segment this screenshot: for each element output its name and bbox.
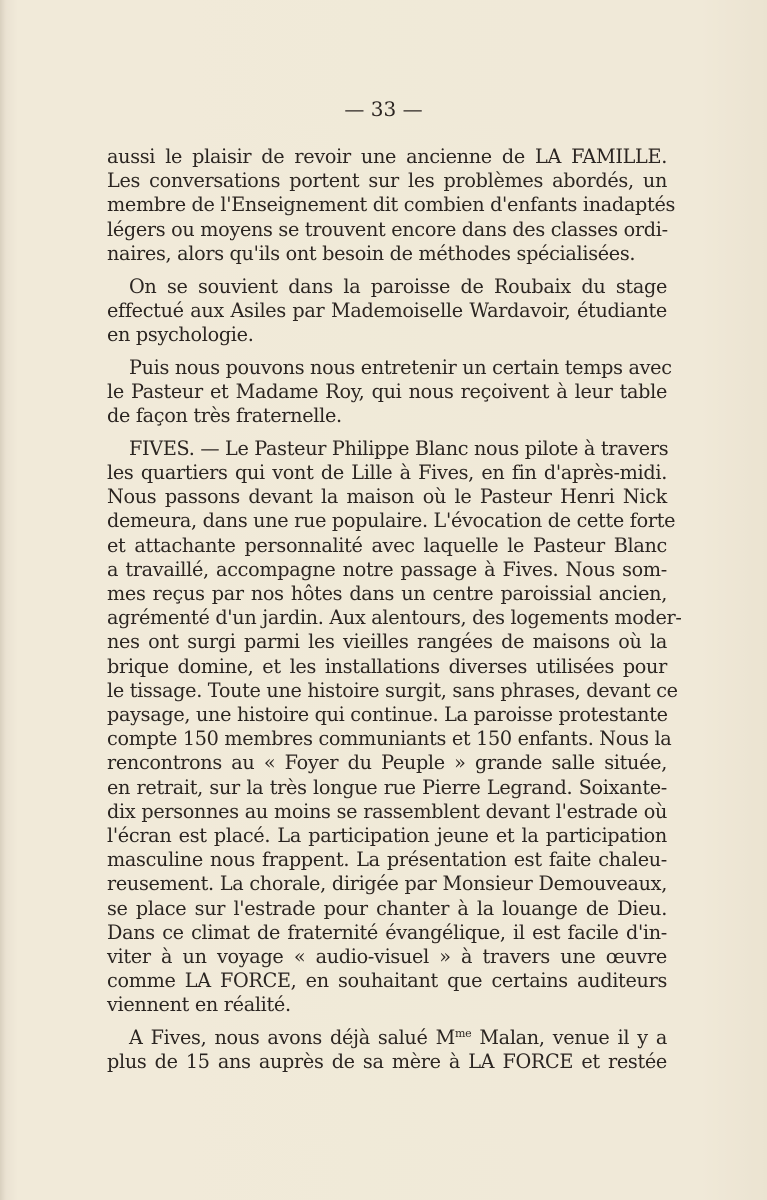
text-segment: A Fives, nous avons déjà salué M bbox=[129, 1026, 455, 1050]
text-line: nes ont surgi parmi les vieilles rangées de maisons où la bbox=[107, 630, 667, 654]
text-line: paysage, une histoire qui continue. La paroisse protestante bbox=[107, 702, 668, 726]
text-line: effectué aux Asiles par Mademoiselle Wardavoir, étudiante bbox=[107, 298, 667, 322]
body-text bbox=[107, 145, 682, 1083]
text-line: demeura, dans une rue populaire. L'évocation de cette forte bbox=[107, 509, 676, 533]
page-number: — 33 — bbox=[344, 97, 423, 121]
text-line: FIVES. — Le Pasteur Philippe Blanc nous pilote à travers bbox=[129, 436, 669, 460]
text-line: aussi le plaisir de revoir une ancienne de LA FAMILLE. bbox=[107, 145, 667, 168]
text-line: plus de 15 ans auprès de sa mère à LA FORCE et restée bbox=[107, 1050, 667, 1074]
paragraph-1 bbox=[107, 145, 676, 266]
text-line: l'écran est placé. La participation jeune et la participation bbox=[107, 823, 667, 847]
text-line: On se souvient dans la paroisse de Roubaix du stage bbox=[129, 274, 667, 298]
text-line: viter à un voyage « audio-visuel » à travers une œuvre bbox=[107, 945, 667, 968]
text-line: mes reçus par nos hôtes dans un centre paroissial ancien, bbox=[107, 581, 667, 605]
paragraph-malan bbox=[107, 1026, 667, 1074]
text-line: le tissage. Toute une histoire surgit, sans phrases, devant ce bbox=[107, 678, 678, 702]
text-line: Puis nous pouvons nous entretenir un certain temps avec bbox=[129, 355, 672, 379]
text-line: compte 150 membres communiants et 150 enfants. Nous la bbox=[107, 727, 672, 751]
text-line: dix personnes au moins se rassemblent devant l'estrade où bbox=[107, 799, 667, 823]
text-line: se place sur l'estrade pour chanter à la louange de Dieu. bbox=[107, 896, 667, 920]
text-line: en retrait, sur la très longue rue Pierre Legrand. Soixante- bbox=[107, 775, 667, 799]
text-line: Nous passons devant la maison où le Pasteur Henri Nick bbox=[107, 485, 667, 509]
text-line: comme LA FORCE, en souhaitant que certains auditeurs bbox=[107, 969, 667, 993]
text-line: en psychologie. bbox=[107, 322, 254, 346]
text-line: Dans ce climat de fraternité évangélique, il est facile d'in- bbox=[107, 920, 667, 944]
paragraph-2 bbox=[107, 275, 667, 348]
text-segment: Malan, venue il y a bbox=[471, 1026, 667, 1050]
paragraph-fives bbox=[107, 436, 682, 1018]
text-line: rencontrons au « Foyer du Peuple » grande salle située, bbox=[107, 751, 667, 775]
text-line: brique domine, et les installations diverses utilisées pour bbox=[107, 654, 667, 678]
text-line: viennent en réalité. bbox=[107, 993, 291, 1017]
paragraph-3 bbox=[107, 355, 672, 429]
text-line: a travaillé, accompagne notre passage à Fives. Nous som- bbox=[107, 557, 667, 581]
text-line: légers ou moyens se trouvent encore dans des classes ordi- bbox=[107, 217, 668, 241]
text-line bbox=[107, 1026, 667, 1050]
text-line: Les conversations portent sur les problèmes abordés, un bbox=[107, 169, 667, 193]
text-line: masculine nous frappent. La présentation est faite chaleu- bbox=[107, 848, 667, 872]
text-line: le Pasteur et Madame Roy, qui nous reçoivent à leur table bbox=[107, 379, 667, 403]
text-line: de façon très fraternelle. bbox=[107, 404, 342, 428]
text-line: agrémenté d'un jardin. Aux alentours, des logements moder- bbox=[107, 606, 682, 630]
text-line: et attachante personnalité avec laquelle le Pasteur Blanc bbox=[107, 533, 667, 557]
text-line: reusement. La chorale, dirigée par Monsieur Demouveaux, bbox=[107, 872, 667, 896]
text-line: les quartiers qui vont de Lille à Fives, en fin d'après-midi. bbox=[107, 460, 667, 484]
superscript: me bbox=[454, 1027, 472, 1041]
text-line: naires, alors qu'ils ont besoin de méthodes spécialisées. bbox=[107, 241, 636, 265]
text-line: membre de l'Enseignement dit combien d'enfants inadaptés bbox=[107, 193, 676, 217]
